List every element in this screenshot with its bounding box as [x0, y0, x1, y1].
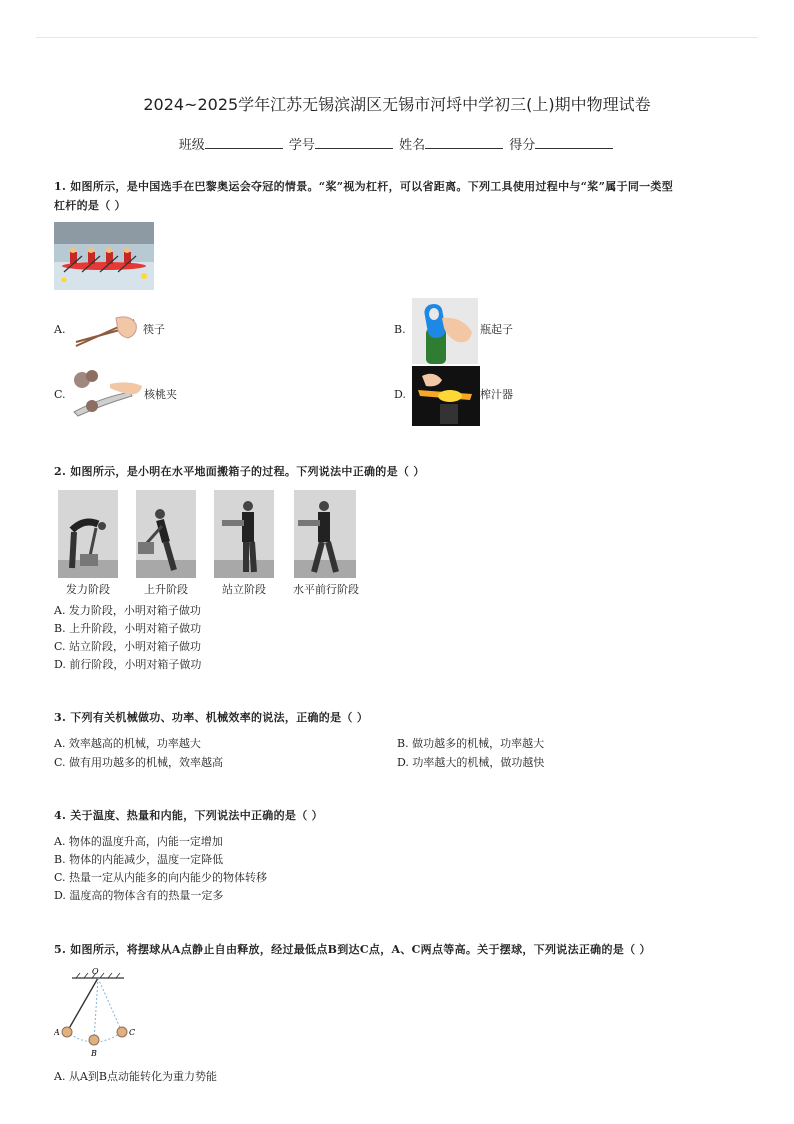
q5-stem: 5. 如图所示，将摆球从A点静止自由释放，经过最低点B到达C点，A、C两点等高。关于摆球，下列说法正确的是（ ）	[54, 943, 651, 956]
pendulum-diagram	[54, 964, 144, 1062]
page-title: 2024~2025学年江苏无锡滨湖区无锡市河埒中学初三(上)期中物理试卷	[143, 95, 651, 114]
stage-lift-image	[136, 490, 196, 578]
juicer-image	[412, 366, 480, 426]
q4-option-d[interactable]: D. 温度高的物体含有的热量一定多	[54, 889, 224, 902]
nutcracker-image	[70, 368, 144, 420]
q2-option-b[interactable]: B. 上升阶段，小明对箱子做功	[54, 622, 202, 635]
q1-option-a-letter[interactable]: A.	[54, 323, 66, 336]
id-blank[interactable]	[315, 136, 393, 149]
q4-option-c[interactable]: C. 热量一定从内能多的向内能少的物体转移	[54, 871, 268, 884]
q1-option-c-letter[interactable]: C.	[54, 388, 66, 401]
q4-option-b[interactable]: B. 物体的内能减少，温度一定降低	[54, 853, 224, 866]
q1-option-c-text: 核桃夹	[144, 388, 177, 401]
score-label: 得分	[509, 138, 536, 153]
score-blank[interactable]	[535, 136, 613, 149]
q2-option-a[interactable]: A. 发力阶段，小明对箱子做功	[54, 604, 201, 617]
label-o: O	[92, 967, 99, 976]
q2-stem: 2. 如图所示，是小明在水平地面搬箱子的过程。下列说法中正确的是（ ）	[54, 465, 425, 478]
q3-option-c[interactable]: C. 做有用功越多的机械，效率越高	[54, 756, 224, 769]
q2-option-d[interactable]: D. 前行阶段，小明对箱子做功	[54, 658, 202, 671]
q1-option-b-letter[interactable]: B.	[394, 323, 406, 336]
q2-option-c[interactable]: C. 站立阶段，小明对箱子做功	[54, 640, 202, 653]
caption-walk: 水平前行阶段	[293, 583, 359, 596]
q3-option-a[interactable]: A. 效率越高的机械，功率越大	[54, 737, 201, 750]
stage-walk-image	[294, 490, 356, 578]
label-a: A	[54, 1028, 60, 1037]
caption-lift: 上升阶段	[144, 583, 188, 596]
chopsticks-image	[72, 312, 140, 350]
top-divider	[36, 37, 758, 38]
caption-push: 发力阶段	[66, 583, 110, 596]
q1-option-d-letter[interactable]: D.	[394, 388, 406, 401]
class-blank[interactable]	[205, 136, 283, 149]
label-c: C	[129, 1028, 136, 1037]
rowing-photo	[54, 222, 154, 290]
q1-stem-line2: 杠杆的是（ ）	[54, 199, 126, 212]
bottle-opener-image	[412, 298, 478, 364]
q3-option-d[interactable]: D. 功率越大的机械，做功越快	[397, 756, 545, 769]
q5-option-a[interactable]: A. 从A到B点动能转化为重力势能	[54, 1070, 217, 1083]
name-label: 姓名	[399, 138, 426, 153]
q1-option-b-text: 瓶起子	[480, 323, 513, 336]
q3-stem: 3. 下列有关机械做功、功率、机械效率的说法，正确的是（ ）	[54, 711, 369, 724]
name-blank[interactable]	[425, 136, 503, 149]
q4-option-a[interactable]: A. 物体的温度升高，内能一定增加	[54, 835, 223, 848]
student-info-line	[0, 134, 794, 153]
stage-push-image	[58, 490, 118, 578]
label-b: B	[91, 1049, 97, 1058]
q1-stem-line1: 1. 如图所示，是中国选手在巴黎奥运会夺冠的情景。“桨”视为杠杆，可以省距离。下列工具使用过程中与“桨”属于同一类型	[54, 180, 674, 193]
q1-option-a-text: 筷子	[143, 323, 165, 336]
q1-option-d-text: 榨汁器	[480, 388, 513, 401]
q4-stem: 4. 关于温度、热量和内能，下列说法中正确的是（ ）	[54, 809, 323, 822]
q3-option-b[interactable]: B. 做功越多的机械，功率越大	[397, 737, 545, 750]
class-label: 班级	[178, 138, 205, 153]
stage-stand-image	[214, 490, 274, 578]
id-label: 学号	[288, 138, 315, 153]
caption-stand: 站立阶段	[222, 583, 266, 596]
